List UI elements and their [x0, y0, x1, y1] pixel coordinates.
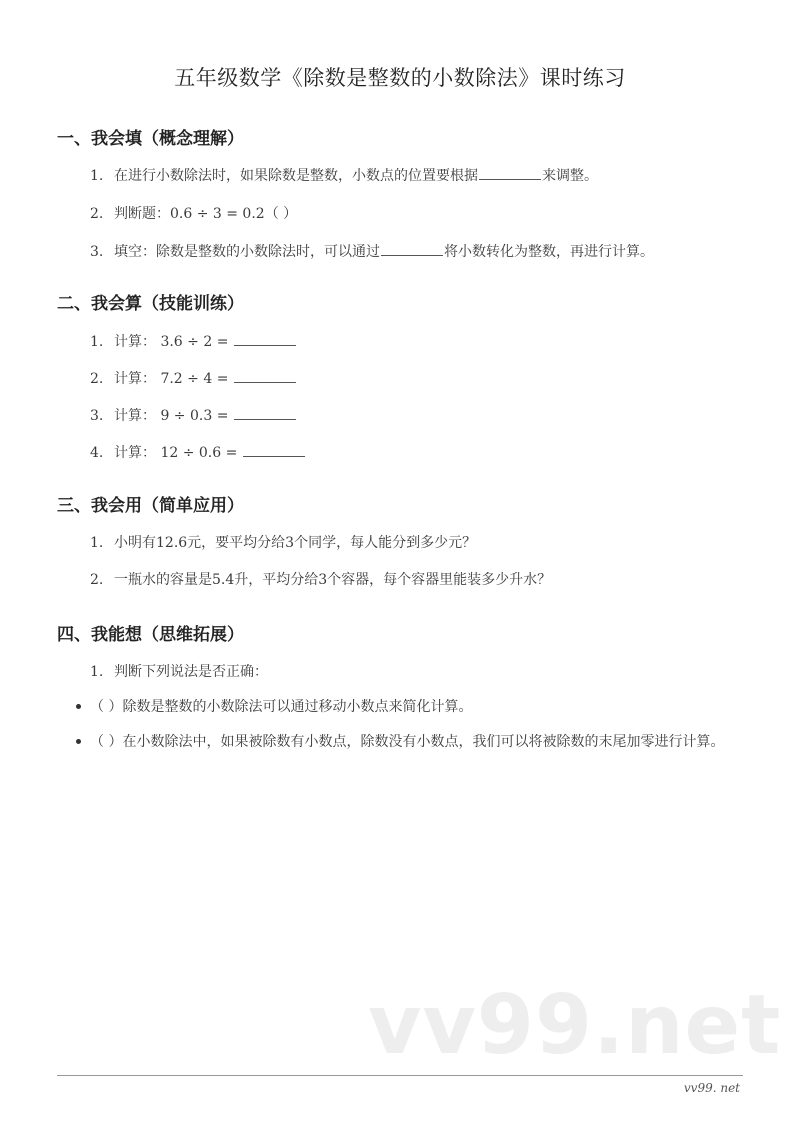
answer-blank[interactable]: [234, 368, 296, 383]
section-heading-think: 四、我能想（思维拓展）: [57, 625, 244, 645]
question-number: 3.: [90, 408, 104, 424]
question-text-after: 来调整。: [542, 168, 598, 184]
section-heading-fill: 一、我会填（概念理解）: [57, 129, 244, 149]
question-2-1: [90, 331, 297, 351]
footer-divider: [57, 1075, 743, 1076]
question-1-3: [90, 241, 654, 261]
footer-site-label: vv99. net: [683, 1081, 740, 1095]
answer-blank[interactable]: [381, 241, 443, 256]
section-heading-apply: 三、我会用（简单应用）: [57, 496, 244, 516]
bullet-text: （ ）在小数除法中，如果被除数有小数点，除数没有小数点，我们可以将被除数的末尾加零进行计算。: [90, 734, 725, 750]
answer-blank[interactable]: [234, 405, 296, 420]
watermark: vv99.net: [368, 978, 782, 1073]
question-number: 1.: [90, 664, 104, 680]
bullet-text: （ ）除数是整数的小数除法可以通过移动小数点来简化计算。: [90, 699, 473, 715]
question-text-before: 在进行小数除法时，如果除数是整数，小数点的位置要根据: [114, 168, 478, 184]
question-number: 3.: [90, 244, 104, 260]
question-text: 计算： 12 ÷ 0.6 =: [114, 445, 242, 461]
question-3-1: [90, 532, 476, 552]
question-text: 计算： 3.6 ÷ 2 =: [114, 334, 233, 350]
question-text: 计算： 7.2 ÷ 4 =: [114, 371, 233, 387]
bullet-dot-icon: [76, 704, 81, 709]
question-text: 小明有12.6元，要平均分给3个同学，每人能分到多少元？: [114, 535, 477, 551]
bullet-item: [76, 729, 756, 755]
question-number: 2.: [90, 206, 104, 222]
question-1-1: [90, 165, 598, 185]
bullet-item: [76, 694, 756, 720]
question-text-after: 将小数转化为整数，再进行计算。: [444, 244, 654, 260]
question-number: 1.: [90, 535, 104, 551]
question-text-before: 填空：除数是整数的小数除法时，可以通过: [114, 244, 380, 260]
question-number: 2.: [90, 371, 104, 387]
question-2-2: [90, 368, 297, 388]
question-2-3: [90, 405, 297, 425]
section-heading-calc: 二、我会算（技能训练）: [57, 294, 244, 314]
question-text: 判断下列说法是否正确：: [114, 664, 268, 680]
page-title: 五年级数学《除数是整数的小数除法》课时练习: [174, 66, 626, 90]
answer-blank[interactable]: [479, 165, 541, 180]
question-1-2: [90, 203, 297, 223]
question-number: 1.: [90, 168, 104, 184]
answer-blank[interactable]: [234, 331, 296, 346]
bullet-dot-icon: [76, 739, 81, 744]
question-number: 4.: [90, 445, 104, 461]
question-4-1: [90, 661, 268, 681]
question-text: 一瓶水的容量是5.4升，平均分给3个容器，每个容器里能装多少升水？: [114, 572, 552, 588]
question-number: 1.: [90, 334, 104, 350]
question-2-4: [90, 442, 306, 462]
answer-blank[interactable]: [243, 442, 305, 457]
question-number: 2.: [90, 572, 104, 588]
question-text: 计算： 9 ÷ 0.3 =: [114, 408, 233, 424]
question-3-2: [90, 569, 551, 589]
question-text: 判断题：0.6 ÷ 3 = 0.2（ ）: [114, 206, 298, 222]
